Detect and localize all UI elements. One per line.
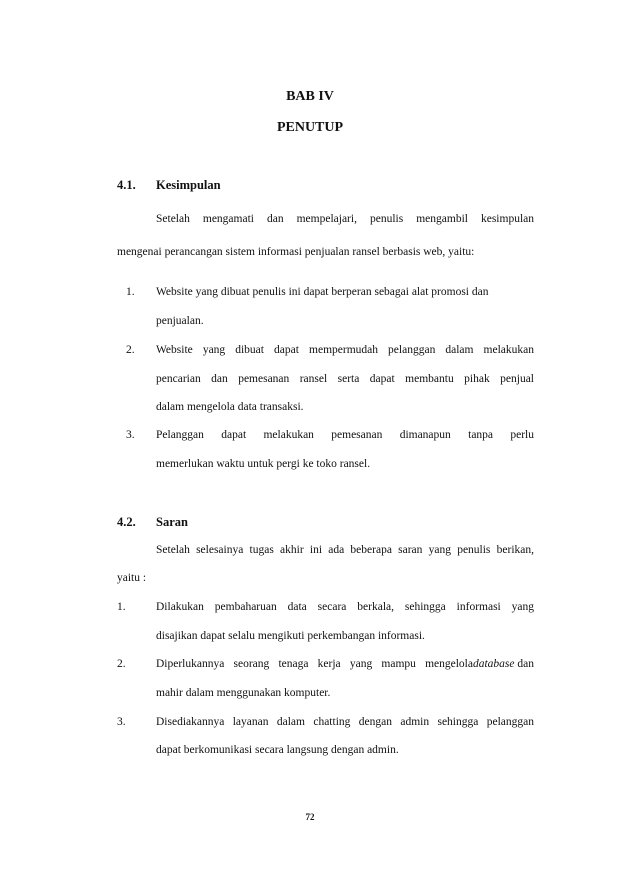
chapter-subtitle: PENUTUP bbox=[276, 120, 344, 135]
list-item-text: dapat berkomunikasi secara langsung dengan admin. bbox=[156, 744, 399, 756]
list-item-text: Pelanggan dapat melakukan pemesanan dimanapun tanpa perlu bbox=[156, 429, 534, 441]
list-item-number: 2. bbox=[126, 344, 135, 356]
section-heading: Saran bbox=[156, 515, 188, 529]
list-item-text: mahir dalam menggunakan komputer. bbox=[156, 687, 331, 699]
list-item-number: 1. bbox=[126, 286, 135, 298]
section-heading: Kesimpulan bbox=[156, 178, 221, 192]
list-item-text: penjualan. bbox=[156, 315, 204, 327]
list-item-text-part: dan bbox=[514, 658, 534, 670]
list-item-number: 2. bbox=[117, 658, 126, 670]
chapter-title: BAB IV bbox=[286, 89, 334, 104]
paragraph-line: yaitu : bbox=[117, 572, 147, 584]
list-item-text: disajikan dapat selalu mengikuti perkembangan informasi. bbox=[156, 630, 425, 642]
page-number: 72 bbox=[305, 812, 315, 822]
list-item-text: pencarian dan pemesanan ransel serta dapat membantu pihak penjual bbox=[156, 373, 534, 385]
list-item-text: memerlukan waktu untuk pergi ke toko ransel. bbox=[156, 458, 371, 470]
list-item-text: Website yang dibuat penulis ini dapat berperan sebagai alat promosi dan bbox=[156, 286, 489, 298]
list-item-text: Disediakannya layanan dalam chatting dengan admin sehingga pelanggan bbox=[156, 716, 534, 728]
paragraph-line: Setelah mengamati dan mempelajari, penulis mengambil kesimpulan bbox=[156, 213, 534, 225]
list-item-number: 3. bbox=[117, 716, 126, 728]
paragraph-line: mengenai perancangan sistem informasi penjualan ransel berbasis web, yaitu: bbox=[117, 246, 475, 258]
section-number: 4.2. bbox=[117, 515, 136, 529]
list-item-text-part: Diperlukannya seorang tenaga kerja yang mampu mengelola bbox=[156, 658, 473, 670]
list-item-text: dalam mengelola data transaksi. bbox=[156, 401, 304, 413]
section-number: 4.1. bbox=[117, 178, 136, 192]
list-item-text: Dilakukan pembaharuan data secara berkala, sehingga informasi yang bbox=[156, 601, 534, 613]
paragraph-line: Setelah selesainya tugas akhir ini ada beberapa saran yang penulis berikan, bbox=[156, 544, 534, 556]
list-item-text: Website yang dibuat dapat mempermudah pelanggan dalam melakukan bbox=[156, 344, 534, 356]
list-item-number: 1. bbox=[117, 601, 126, 613]
list-item-text bbox=[156, 658, 534, 670]
list-item-number: 3. bbox=[126, 429, 135, 441]
emphasis-term: database bbox=[472, 658, 515, 670]
